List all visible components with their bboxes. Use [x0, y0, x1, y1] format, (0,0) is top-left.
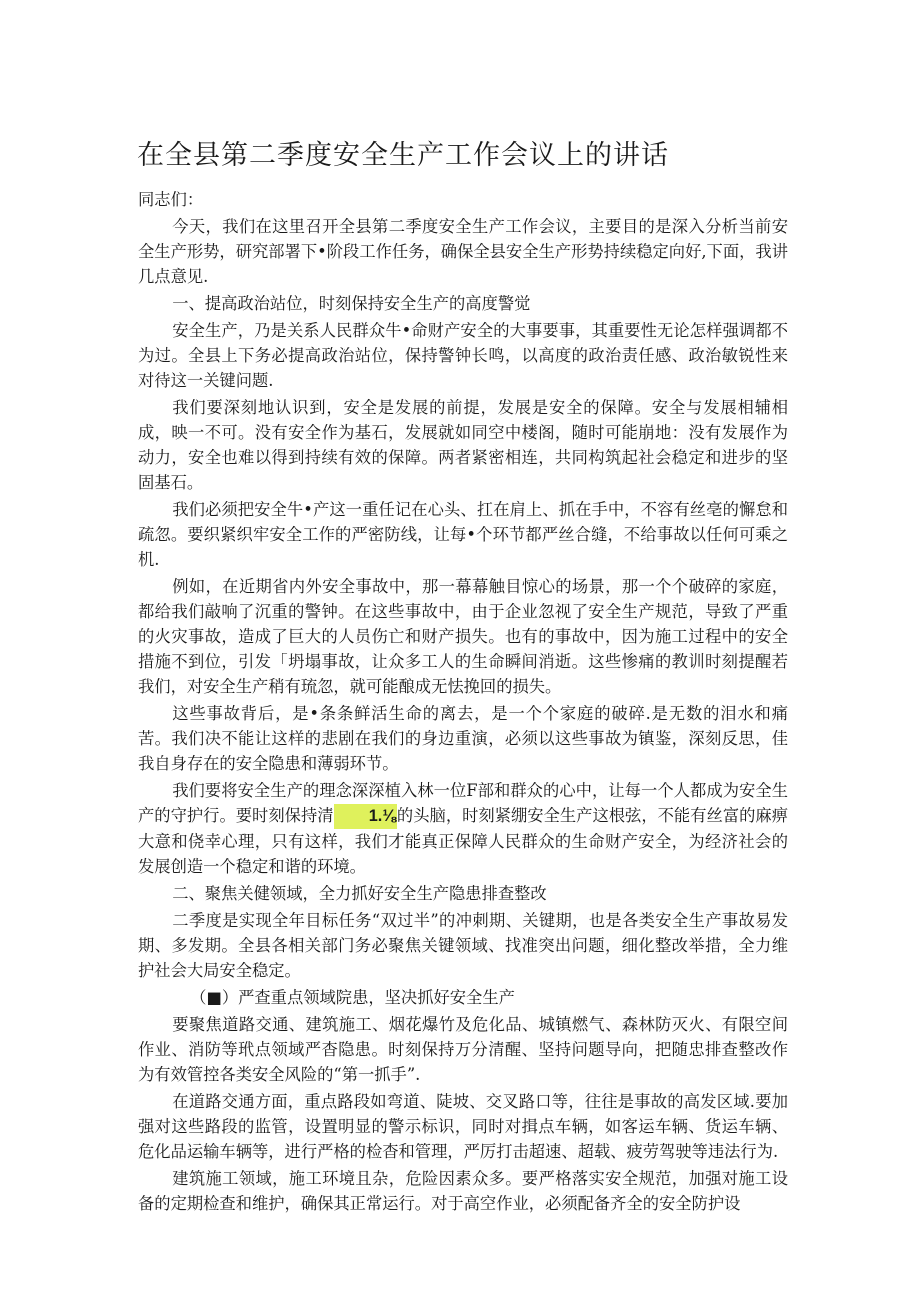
paragraph: 安全生产，乃是关系人民群众牛•命财产安全的大事要事，其重要性无论怎样强调都不为过。全县上下务必提高政治站位，保持警钟长鸣，以高度的政治责任感、政治敏锐性来对待这一关键问题.: [138, 321, 788, 390]
paragraph: 这些事故背后，是•条条鲜活生命的离去，是一个个家庭的破碎.是无数的泪水和痛苦。我们决不能让这样的悲剧在我们的身边重演，必须以这些事故为镇鉴，深刻反思，佳我自身存在的安全隐患和薄弱环节。: [138, 704, 788, 773]
section-heading-2: 二、聚焦关健领域，全力抓好安全生产隐患排查整改: [172, 884, 547, 903]
highlighted-text: 1.⅛: [334, 804, 397, 829]
paragraph: 在道路交通方面，重点路段如弯道、陡坡、交叉路口等，往往是事故的高发区域.要加强对这些路段的监管，设置明显的警示标识，同时对揖点车辆，如客运车辆、货运车辆、危化品运输车辆等，进行严格的检杳和管理，严厉打击超速、超载、疲劳驾驶等违法行为.: [138, 1092, 788, 1161]
paragraph: 例如，在近期省内外安全事故中，那一幕幕触目惊心的场景，那一个个破碎的家庭，都给我们敲响了沉重的警钟。在这些事故中，由于企业忽视了安全生产规范，导致了严重的火灾事故，造成了巨大的人员伤亡和财产损失。也有的事故中，因为施工过程中的安全措施不到位，引发「坍塌事故，让众多工人的生命瞬间消逝。这些惨痛的教训时刻提醒若我们，对安全生产稍有琉忽，就可能酿成无怯挽回的损失。: [138, 577, 788, 696]
section-heading-1: 一、提高政治站位，时刻保持安全生产的高度警觉: [172, 294, 531, 313]
paragraph: 二季度是实现全年目标任务“双过半”的冲刺期、关键期，也是各类安全生产事故易发期、多发期。全县各相关部门务必聚焦关键领域、找准突出问题，细化整改举措，全力维护社会大局安全稳定。: [138, 911, 788, 980]
greeting: 同志们：: [138, 190, 204, 209]
paragraph-intro: 今天，我们在这里召开全县第二季度安全生产工作会议，主要目的是深入分析当前安全生产形势，研究部署下•阶段工作任务，确保全县安全生产形势持续稳定向好,下面，我讲几点意见.: [138, 217, 788, 286]
paragraph: 我们必须把安全牛•产这一重任记在心头、扛在肩上、抓在手中，不容有丝亳的懈怠和疏忽。要织紧织牢安全工作的严密防线，让每•个环节都严丝合缝，不给事故以任何可乘之机.: [138, 500, 788, 569]
paragraph-with-highlight: 我们要将安全生产的理念深深植入林一位F部和群众的心中，让每一个人都成为安全生产的守护行。要时刻保持清 1.⅛的头脑，时刻紧绷安全生产这根弦，不能有丝富的麻痹大意和侥幸心理，只有这样，我们才能真正保障人民群众的生命财产安全，为经济社会的发展创造一个稳定和谐的环境。: [138, 781, 788, 876]
document-title: 在全县第二季度安全生产工作会议上的讲话: [137, 140, 669, 171]
subsection-heading-1: （■）严查重点领域院患，坚决抓好安全生产: [190, 988, 515, 1007]
paragraph: 我们要深刻地认识到，安全是发展的前提，发展是安全的保障。安全与发展相辅相成，映一不可。没有安全作为基石，发展就如同空中楼阁，随时可能崩地：没有发展作为动力，安全也难以得到持续有效的保障。两者紧密相连，共同构筑起社会稳定和进步的坚固基石。: [138, 398, 788, 492]
paragraph: 要聚焦道路交通、建筑施工、烟花爆竹及危化品、城镇燃气、森林防灭火、有限空间作业、消防等玳点领域严杳隐患。时刻保持万分清醒、坚持问题导向，把随忠排查整改作为有效管控各类安全风险的“第一抓手”.: [138, 1015, 788, 1084]
paragraph: 建筑施工领域，施工环境且杂，危险因素众多。要严格落实安全规范，加强对施工设备的定期检查和维护，确保其正常运行。对于高空作业，必须配备齐全的安全防护设: [138, 1169, 788, 1213]
document-body: [138, 187, 788, 1218]
